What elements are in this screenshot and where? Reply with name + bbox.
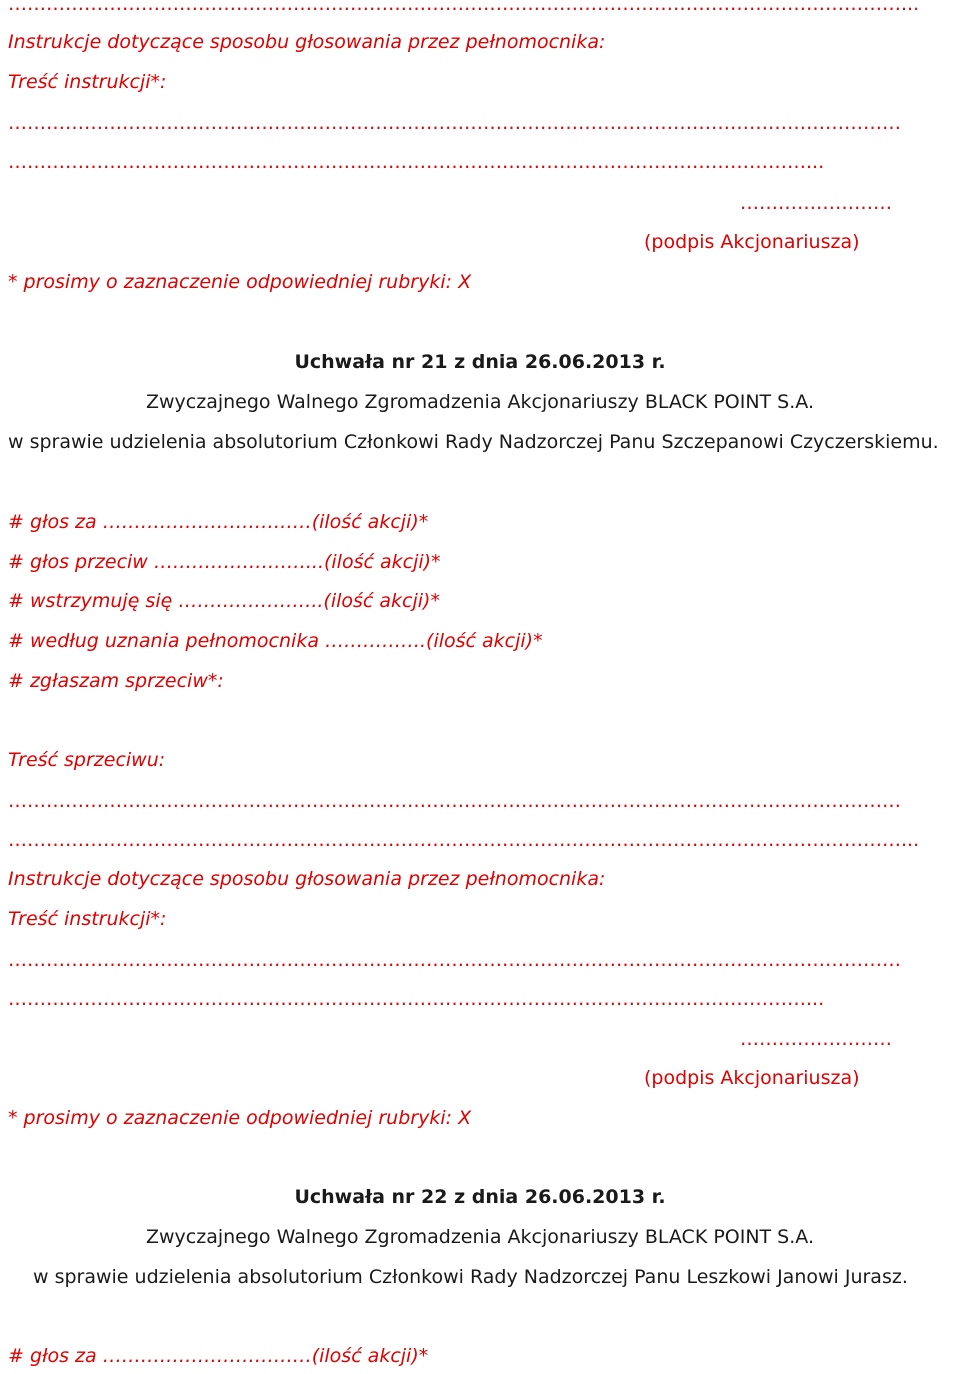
resolution-title: Uchwała nr 22 z dnia 26.06.2013 r. (294, 1186, 666, 1208)
vote-option-against[interactable]: # głos przeciw ……………………...(ilość akcji)* (8, 551, 441, 573)
resolution-subtitle: Zwyczajnego Walnego Zgromadzenia Akcjonariuszy BLACK POINT S.A. (145, 391, 814, 413)
instructions-label: Treść instrukcji*: (8, 908, 167, 930)
vote-option-for[interactable]: # głos za ……………………………(ilość akcji)* (8, 1345, 429, 1367)
resolution-subject: w sprawie udzielenia absolutorium Członkowi Rady Nadzorczej Panu Leszkowi Janowi Jurasz. (33, 1266, 908, 1288)
dotted-fill-line: ……………………………………………………………………………………………………………………………... (8, 0, 920, 15)
instructions-fill-line[interactable]: ………………………………………………………………………………………………………………... (8, 151, 825, 173)
resolution-subtitle: Zwyczajnego Walnego Zgromadzenia Akcjonariuszy BLACK POINT S.A. (145, 1226, 814, 1248)
vote-option-abstain[interactable]: # wstrzymuję się …………………..(ilość akcji)* (8, 590, 440, 612)
instructions-fill-line[interactable]: …………………………………………………………………………………………………………………………… (8, 112, 901, 134)
vote-option-objection[interactable]: # zgłaszam sprzeciw*: (8, 670, 224, 692)
objection-label: Treść sprzeciwu: (8, 749, 166, 771)
signature-fill-line[interactable]: …………………… (740, 192, 892, 214)
footnote: * prosimy o zaznaczenie odpowiedniej rubryki: X (8, 1107, 472, 1129)
vote-option-proxy-discretion[interactable]: # według uznania pełnomocnika …………….(ilość akcji)* (8, 630, 543, 652)
vote-option-for[interactable]: # głos za ……………………………(ilość akcji)* (8, 511, 429, 533)
signature-fill-line[interactable]: …………………… (740, 1028, 892, 1050)
resolution-subject: w sprawie udzielenia absolutorium Członkowi Rady Nadzorczej Panu Szczepanowi Czyczerskiemu. (8, 431, 939, 453)
instructions-label: Treść instrukcji*: (8, 71, 167, 93)
objection-fill-line[interactable]: ……………………………………………………………………………………………………………………………... (8, 829, 920, 851)
instructions-fill-line[interactable]: ………………………………………………………………………………………………………………... (8, 988, 825, 1010)
signature-label: (podpis Akcjonariusza) (644, 1067, 860, 1089)
instructions-fill-line[interactable]: …………………………………………………………………………………………………………………………… (8, 949, 901, 971)
resolution-title: Uchwała nr 21 z dnia 26.06.2013 r. (294, 351, 666, 373)
instructions-heading: Instrukcje dotyczące sposobu głosowania przez pełnomocnika: (8, 31, 606, 53)
objection-fill-line[interactable]: …………………………………………………………………………………………………………………………… (8, 790, 901, 812)
instructions-heading: Instrukcje dotyczące sposobu głosowania przez pełnomocnika: (8, 868, 606, 890)
signature-label: (podpis Akcjonariusza) (644, 231, 860, 253)
footnote: * prosimy o zaznaczenie odpowiedniej rubryki: X (8, 271, 472, 293)
